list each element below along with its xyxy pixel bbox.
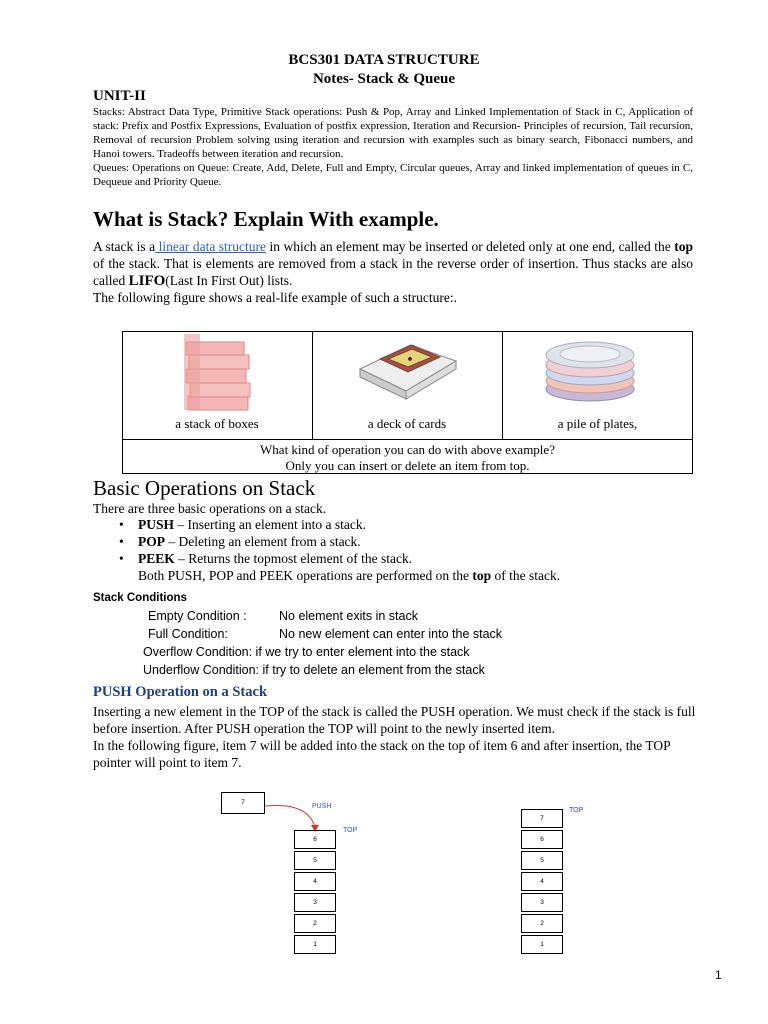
example-question: What kind of operation you can do with above example? (260, 442, 555, 457)
stack-cell: 6 (521, 830, 563, 849)
stack-cell: 3 (294, 893, 336, 912)
push-figure-description: In the following figure, item 7 will be added into the stack on the top of item 6 and after insertion, the TOP pointer will point to item 7. (93, 738, 671, 770)
definition-text: A stack is a (93, 239, 156, 254)
deck-of-cards-image (350, 339, 462, 401)
stack-cell: 5 (521, 851, 563, 870)
list-item (112, 533, 692, 550)
stack-definition (93, 238, 693, 290)
definition-text: (Last In First Out) lists. (165, 273, 293, 288)
peek-term: PEEK (138, 551, 175, 566)
stack-cell: 1 (294, 935, 336, 954)
notes-subtitle: Notes- Stack & Queue (312, 71, 456, 87)
definition-text: in which an element may be inserted or deleted only at one end, called the (266, 239, 675, 254)
stack-cell: 4 (521, 872, 563, 891)
empty-condition-text: No element exits in stack (279, 609, 418, 623)
stack-cell: 7 (521, 809, 563, 828)
push-operation-heading: PUSH Operation on a Stack (93, 684, 268, 700)
push-term: PUSH (138, 517, 175, 532)
stack-cell: 4 (294, 872, 336, 891)
note-text: of the stack. (491, 568, 561, 583)
operations-note (112, 567, 692, 584)
underflow-condition: Underflow Condition: if try to delete an element from the stack (143, 663, 485, 677)
top-label-after: TOP (569, 807, 584, 814)
push-operation-text: Inserting a new element in the TOP of the stack is called the PUSH operation. We must check if the stack is full before insertion. After PUSH operation the TOP will point to the newly inserted item. (93, 704, 696, 736)
operations-list (112, 516, 692, 584)
svg-text:♠: ♠ (407, 354, 413, 363)
note-text: Both PUSH, POP and PEEK operations are performed on the (138, 568, 473, 583)
plates-label: a pile of plates, (557, 416, 638, 431)
linear-data-structure-link[interactable]: linear data structure (155, 239, 267, 254)
full-condition-text: No new element can enter into the stack (279, 627, 503, 641)
cards-label: a deck of cards (367, 416, 447, 431)
stack-cell: 2 (521, 914, 563, 933)
stack-cell: 2 (294, 914, 336, 933)
pop-description: – Deleting an element from a stack. (165, 534, 361, 549)
figure-intro: The following figure shows a real-life example of such a structure:. (93, 290, 457, 305)
stack-conditions-heading: Stack Conditions (93, 592, 187, 604)
basic-operations-heading: Basic Operations on Stack (93, 476, 316, 500)
stack-cell: 3 (521, 893, 563, 912)
stack-cell: 5 (294, 851, 336, 870)
page-number: 1 (715, 968, 722, 982)
syllabus-stacks: Stacks: Abstract Data Type, Primitive Stack operations: Push & Pop, Array and Linked Implementation of Stack in C, Application of stack: Prefix and Postfix Expressions, Evaluation of postfix expression, Iteration and Recursion- Principles of recursion, Tail recursion, Removal of recursion Problem solving using iteration and recursion with examples such as binary search, Fibonacci numbers, and Hanoi towers. Tradeoffs between iteration and recursion. (93, 106, 693, 160)
syllabus-queues: Queues: Operations on Queue: Create, Add, Delete, Full and Empty, Circular queues, Array and linked implementation of queues in C, Dequeue and Priority Queue. (93, 162, 693, 188)
unit-heading: UNIT-II (93, 88, 146, 104)
lifo-term: LIFO (128, 273, 166, 289)
stack-of-boxes-image (180, 334, 254, 412)
overflow-condition: Overflow Condition: if we try to enter element into the stack (143, 645, 470, 659)
pile-of-plates-image (540, 333, 640, 405)
top-label-before: TOP (343, 827, 358, 834)
push-diagram (221, 792, 621, 962)
definition-text: of the stack. That is elements are removed from a stack in the reverse order of insertion. Thus stacks are also called (93, 256, 693, 288)
boxes-label: a stack of boxes (175, 416, 259, 431)
peek-description: – Returns the topmost element of the stack. (174, 551, 413, 566)
pop-term: POP (138, 534, 165, 549)
empty-condition-label: Empty Condition : (148, 609, 247, 623)
push-label: PUSH (312, 803, 332, 810)
list-item (112, 516, 692, 533)
new-item-box: 7 (221, 792, 265, 814)
what-is-stack-heading: What is Stack? Explain With example. (93, 207, 439, 231)
example-answer: Only you can insert or delete an item from top. (285, 458, 530, 473)
course-title: BCS301 DATA STRUCTURE (288, 52, 480, 68)
list-item (112, 550, 692, 567)
stack-cell: 6 (294, 830, 336, 849)
push-description: – Inserting an element into a stack. (174, 517, 366, 532)
top-term: top (674, 239, 693, 254)
basic-operations-intro: There are three basic operations on a stack. (93, 501, 327, 516)
push-arrow-icon (261, 798, 331, 834)
top-term: top (472, 568, 492, 583)
examples-table (122, 331, 693, 474)
stack-cell: 1 (521, 935, 563, 954)
full-condition-label: Full Condition: (148, 627, 228, 641)
